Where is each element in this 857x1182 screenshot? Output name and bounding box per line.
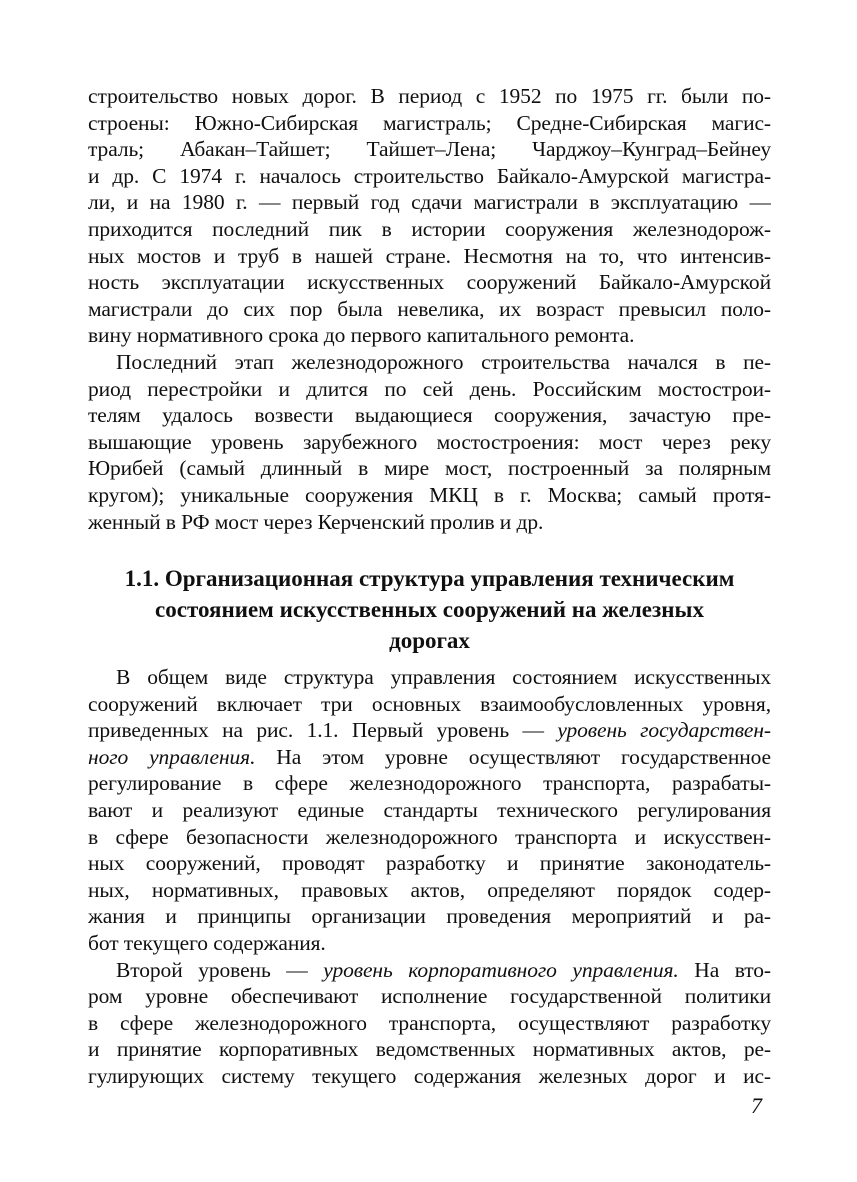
text-line: [88, 296, 771, 323]
text-line: [88, 455, 771, 482]
italic-text-segment: уровень корпоративного управления.: [323, 957, 679, 982]
text-segment: ных мостов и труб в нашей стране. Несмотня на то, что интенсив-: [88, 243, 771, 268]
page-number: 7: [751, 1093, 762, 1118]
text-line: [88, 983, 771, 1010]
text-line: [88, 1063, 771, 1090]
text-segment: телям удалось возвести выдающиеся сооружения, зачастую пре-: [88, 403, 771, 428]
paragraph: [88, 664, 771, 957]
text-line: [88, 269, 771, 296]
heading-line: [88, 625, 771, 656]
text-line: [88, 482, 771, 509]
text-segment: Юрибей (самый длинный в мире мост, построенный за полярным: [88, 456, 771, 481]
text-line: [88, 1010, 771, 1037]
text-line: [88, 509, 771, 536]
text-line: [88, 429, 771, 456]
text-line: [88, 770, 771, 797]
page-text: [88, 83, 771, 1090]
text-segment: состоянием искусственных сооружений на железных: [155, 597, 704, 623]
text-segment: ли, и на 1980 г. — первый год сдачи магистрали в эксплуатацию —: [88, 190, 771, 215]
text-line: [88, 850, 771, 877]
text-segment: в сфере безопасности железнодорожного транспорта и искусствен-: [88, 824, 771, 849]
text-line: [88, 216, 771, 243]
text-line: [88, 163, 771, 190]
italic-text-segment: уровень государствен-: [557, 718, 771, 743]
text-segment: вышающие уровень зарубежного мостостроения: мост через реку: [88, 429, 771, 454]
text-segment: строительство новых дорог. В период с 1952 по 1975 гг. были по-: [88, 84, 771, 108]
text-segment: жания и принципы организации проведения мероприятий и ра-: [88, 904, 771, 929]
section-heading: [88, 563, 771, 656]
text-segment: кругом); уникальные сооружения МКЦ в г. Москва; самый протя-: [88, 482, 771, 507]
text-line: [88, 691, 771, 718]
heading-line: [88, 594, 771, 625]
paragraph: [88, 957, 771, 1090]
text-segment: На вто-: [678, 957, 771, 982]
paragraph: [88, 83, 771, 349]
text-segment: приведенных на рис. 1.1. Первый уровень —: [88, 718, 558, 743]
text-segment: 1.1. Организационная структура управления техническим: [124, 566, 735, 592]
text-line: [88, 930, 771, 957]
text-segment: ных, нормативных, правовых актов, определяют порядок содер-: [88, 877, 771, 902]
text-line: [88, 349, 771, 376]
text-line: [88, 744, 771, 771]
text-segment: вают и реализуют единые стандарты технического регулирования: [88, 798, 771, 823]
text-segment: ность эксплуатации искусственных сооружений Байкало-Амурской: [88, 270, 771, 295]
text-line: [88, 717, 771, 744]
text-segment: и принятие корпоративных ведомственных нормативных актов, ре-: [88, 1037, 771, 1062]
text-line: [88, 136, 771, 163]
text-segment: регулирование в сфере железнодорожного транспорта, разрабаты-: [88, 771, 771, 796]
text-segment: гулирующих систему текущего содержания железных дорог и ис-: [88, 1064, 771, 1088]
text-line: [88, 824, 771, 851]
text-segment: ром уровне обеспечивают исполнение государственной политики: [88, 984, 771, 1009]
text-line: [88, 664, 771, 691]
text-segment: траль; Абакан–Тайшет; Тайшет–Лена; Чарджоу–Кунград–Бейнеу: [88, 137, 771, 162]
text-segment: и др. С 1974 г. началось строительство Байкало-Амурской магистра-: [88, 163, 771, 188]
text-segment: ных сооружений, проводят разработку и принятие законодатель-: [88, 851, 771, 876]
text-line: [88, 322, 771, 349]
heading-line: [88, 563, 771, 594]
text-segment: На этом уровне осуществляют государственное: [255, 744, 771, 769]
paragraph: [88, 349, 771, 535]
text-line: [88, 402, 771, 429]
text-line: [88, 376, 771, 403]
text-line: [88, 243, 771, 270]
text-segment: приходится последний пик в истории сооружения железнодорож-: [88, 216, 771, 241]
text-segment: женный в РФ мост через Керченский пролив и др.: [88, 509, 544, 534]
text-line: [88, 83, 771, 110]
text-segment: Второй уровень —: [116, 957, 324, 982]
text-segment: дорогах: [389, 628, 470, 654]
italic-text-segment: ного управления.: [88, 744, 256, 769]
text-line: [88, 189, 771, 216]
text-segment: Последний этап железнодорожного строительства начался в пе-: [116, 349, 771, 374]
text-line: [88, 877, 771, 904]
text-line: [88, 957, 771, 984]
text-segment: строены: Южно-Сибирская магистраль; Средне-Сибирская магис-: [88, 110, 771, 135]
text-segment: магистрали до сих пор была невелика, их возраст превысил поло-: [88, 296, 771, 321]
text-segment: в сфере железнодорожного транспорта, осуществляют разработку: [88, 1010, 771, 1035]
text-line: [88, 1036, 771, 1063]
text-segment: бот текущего содержания.: [88, 931, 326, 956]
text-segment: вину нормативного срока до первого капитального ремонта.: [88, 323, 635, 348]
text-line: [88, 110, 771, 137]
text-segment: В общем виде структура управления состоянием искусственных: [116, 665, 771, 690]
text-line: [88, 903, 771, 930]
text-line: [88, 797, 771, 824]
text-segment: сооружений включает три основных взаимообусловленных уровня,: [88, 691, 771, 716]
text-segment: риод перестройки и длится по сей день. Российским мостострои-: [88, 376, 771, 401]
